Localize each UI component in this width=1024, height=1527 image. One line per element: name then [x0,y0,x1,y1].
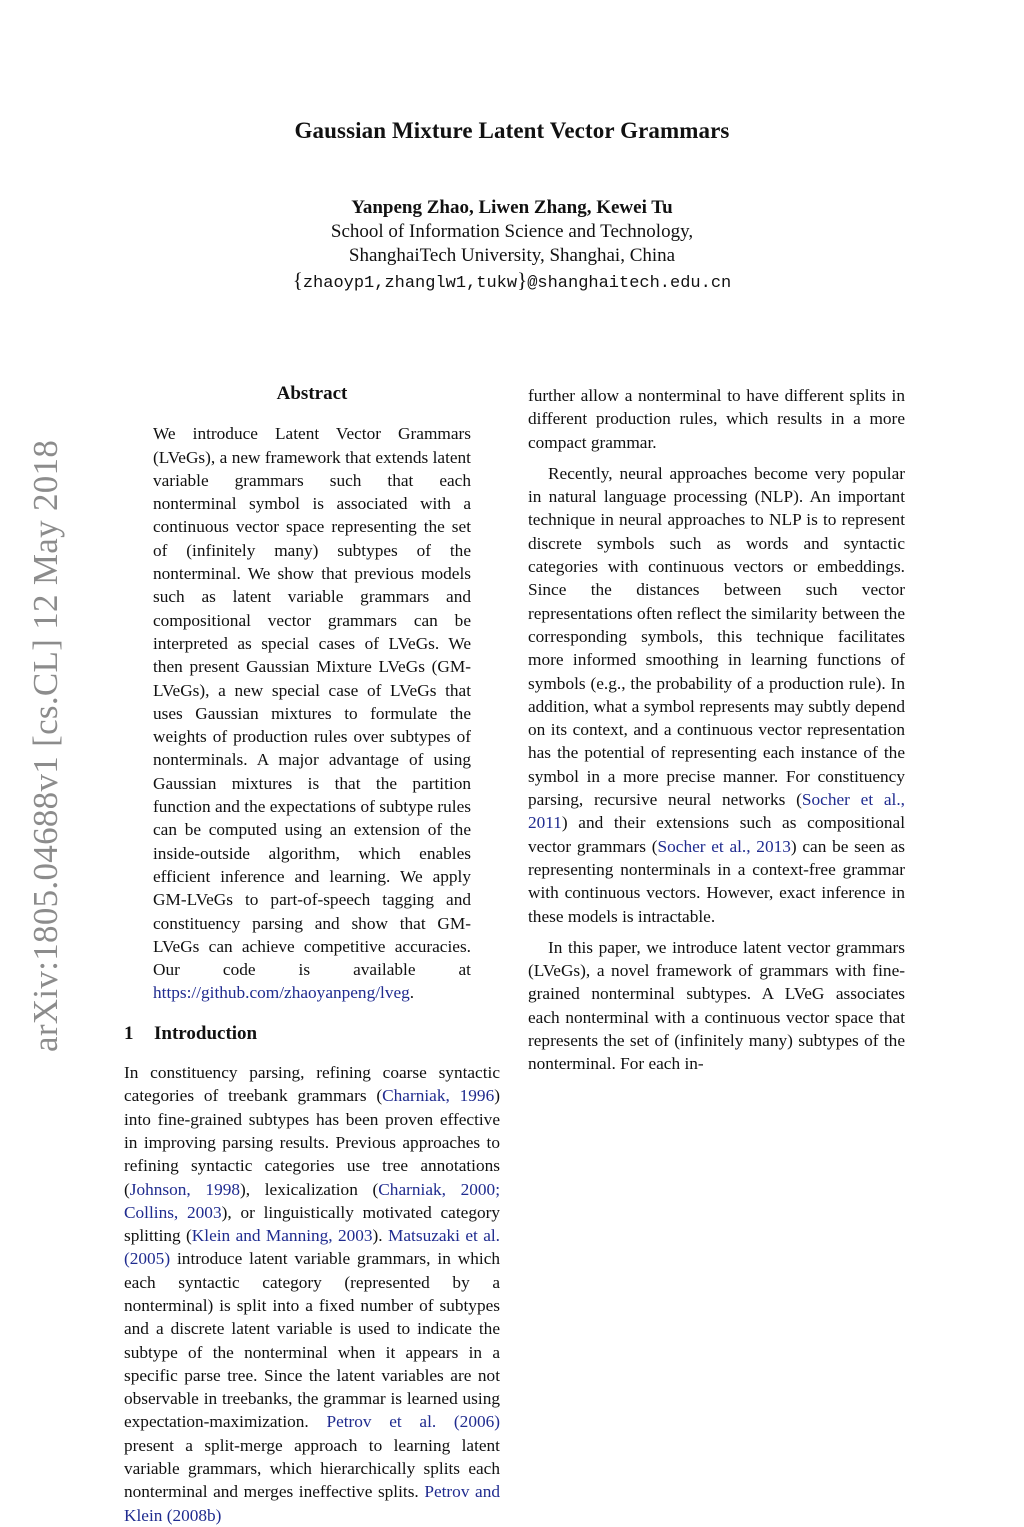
abstract-body [153,422,471,1004]
affiliation-line-2: ShanghaiTech University, Shanghai, China [348,245,676,266]
citation-link[interactable]: Petrov et al. (2006) [326,1412,500,1432]
author-block [0,196,1024,296]
email-domain: @shanghaitech.edu.cn [527,274,732,293]
abstract-text: We introduce Latent Vector Grammars (LVeGs), a new framework that extends latent variable grammars such that each nonterminal symbol is associated with a continuous vector space representing the set of (infinitely many) subtypes of the nonterminal. We show that previous models such as latent variable grammars and compositional vector grammars can be interpreted as special cases of LVeGs. We then present Gaussian Mixture LVeGs (GM-LVeGs), a new special case of LVeGs that uses Gaussian mixtures to formulate the weights of production rules over subtypes of nonterminals. A major advantage of using Gaussian mixtures is that the partition function and the expectations of subtype rules can be computed using an extension of the inside-outside algorithm, which enables efficient inference and learning. We apply GM-LVeGs to part-of-speech tagging and constituency parsing and show that GM-LVeGs can achieve competitive accuracies. Our code is available at [153,424,471,980]
section-number: 1 [124,1022,134,1044]
citation-link[interactable]: Klein and Manning, 2003 [191,1226,373,1246]
text-run: ) into fine-grained subtypes has been proven effective in improving parsing results. Previous approaches to refining syntactic categories use tree annotations ( [124,1086,500,1199]
citation-link[interactable]: Socher et al., 2013 [657,836,791,856]
section-title: Introduction [154,1022,258,1044]
text-run: ), lexicalization ( [240,1179,379,1199]
citation-link[interactable]: Matsuzaki et al. (2005) [124,1226,500,1269]
author-names: Yanpeng Zhao, Liwen Zhang, Kewei Tu [351,197,673,218]
affiliation-line-1: School of Information Science and Technology, [330,221,694,242]
email-brace-close: } [517,268,528,292]
text-run: ), or linguistically motivated category splitting ( [124,1202,500,1246]
citation-link[interactable]: Charniak, 2000; Collins, 2003 [124,1179,500,1222]
paper-title: Gaussian Mixture Latent Vector Grammars [294,118,730,143]
email-brace-open: { [292,268,303,292]
author-emails [0,268,1024,296]
right-column [528,384,905,1076]
arxiv-stamp: arXiv:1805.04688v1 [cs.CL] 12 May 2018 [26,439,65,1052]
left-column [124,382,500,1527]
section-heading-introduction [124,1022,500,1045]
citation-link[interactable]: Johnson, 1998 [129,1179,240,1199]
text-run: ) and their extensions such as compositional vector grammars ( [528,813,905,856]
citation-link[interactable]: Socher et al., 2011 [528,790,905,833]
text-run: ). [372,1226,388,1246]
text-run: Recently, neural approaches become very popular in natural language processing (NLP). An important technique in neural approaches to NLP is to represent discrete symbols such as words and syntactic categories with continuous vectors or embeddings. Since the distances between such vector representations often reflect the similarity between the corresponding symbols, this technique facilitates more informed smoothing in learning functions of symbols (e.g., the probability of a production rule). In addition, what a symbol represents may subtly depend on its context, and a continuous vector representation has the potential of representing each instance of the symbol in a more precise manner. For constituency parsing, recursive neural networks ( [528,463,905,810]
abstract-trailing-period: . [409,983,415,1003]
code-link[interactable]: https://github.com/zhaoyanpeng/lveg [153,983,410,1003]
text-run: introduce latent variable grammars, in which each syntactic category (represented by a nonterminal) is split into a fixed number of subtypes and a discrete latent variable is used to indicate the subtype of the nonterminal when it appears in a specific parse tree. Since the latent variables are not observable in treebanks, the grammar is learned using expectation-maximization. [124,1249,500,1432]
text-run: present a split-merge approach to learning latent variable grammars, which hierarchically splits each nonterminal and merges ineffective splits. [124,1435,500,1502]
text-run: In constituency parsing, refining coarse syntactic categories of treebank grammars ( [124,1063,500,1106]
citation-link[interactable]: Charniak, 1996 [382,1086,495,1106]
intro-paragraph-1 [124,1061,500,1527]
citation-link[interactable]: Petrov and Klein (2008b) [124,1482,500,1525]
text-run: further allow a nonterminal to have different splits in different production rules, which results in a more compact grammar. [528,386,905,452]
intro-paragraph-3: In this paper, we introduce latent vector grammars (LVeGs), a novel framework of grammars with fine-grained nonterminal subtypes. A LVeG associates each nonterminal with a continuous vector space that represents the set of (infinitely many) subtypes of the nonterminal. For each in- [528,937,905,1074]
intro-paragraph-2 [528,462,905,928]
text-run: ) can be seen as representing nonterminals in a context-free grammar with continuous vectors. However, exact inference in these models is intractable. [528,836,905,926]
abstract-heading: Abstract [276,383,348,404]
intro-paragraph-1-continued [528,384,905,454]
email-users: zhaoyp1,zhanglw1,tukw [302,274,518,293]
